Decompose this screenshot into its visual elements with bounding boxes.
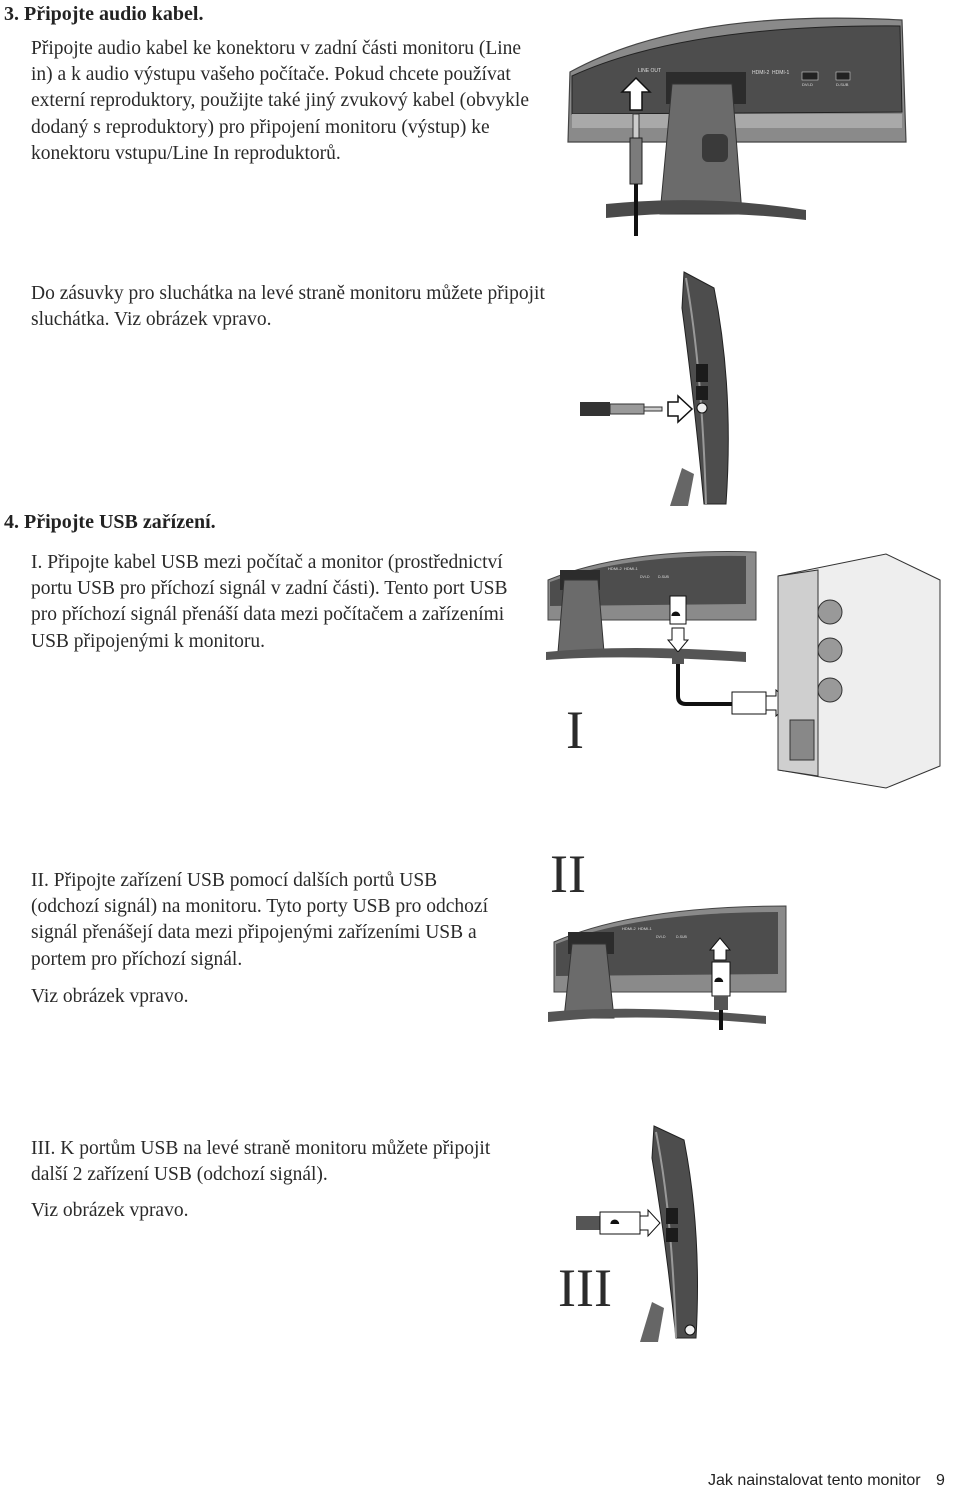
section-4-heading: 4. Připojte USB zařízení.	[4, 511, 216, 533]
section-3-heading: 3. Připojte audio kabel.	[4, 3, 204, 25]
port-label-hdmi1: HDMI-1	[624, 566, 638, 571]
audio-cable-rear-illustration	[566, 14, 934, 236]
port-label-hdmi1-b: HDMI-1	[638, 926, 652, 931]
usb-upstream-illustration	[546, 540, 946, 790]
usb-icon: ⯊	[610, 1217, 620, 1231]
port-label-dvi: DVI-D	[640, 575, 650, 579]
headphone-side-illustration	[574, 268, 742, 506]
page-number: 9	[936, 1472, 945, 1489]
port-label-dsub: D-SUB	[658, 575, 669, 579]
port-label-dvi-b: DVI-D	[656, 935, 666, 939]
hdmi1-label: HDMI-1	[772, 70, 790, 76]
headphone-instructions: Do zásuvky pro sluchátka na levé straně monitoru můžete připojit sluchátka. Viz obrázek vpravo.	[31, 283, 545, 331]
usb-side-illustration	[556, 1122, 728, 1344]
usb-step-2: II. Připojte zařízení USB pomocí dalších portů USB (odchozí signál) na monitoru. Tyto porty USB pro odchozí signál přenášejí data mezi připojenými zařízeními USB a portem pro příchozí signál.	[31, 870, 489, 970]
usb-step-2-see-figure: Viz obrázek vpravo.	[31, 986, 189, 1007]
port-label-hdmi2-b: HDMI-2	[622, 926, 636, 931]
port-label-hdmi2: HDMI-2	[608, 566, 622, 571]
usb-step-3-see-figure: Viz obrázek vpravo.	[31, 1200, 189, 1221]
step-label-III: III	[558, 1258, 612, 1318]
hdmi2-label: HDMI-2	[752, 70, 770, 76]
step-label-I: I	[566, 700, 584, 760]
audio-cable-instructions: Připojte audio kabel ke konektoru v zadní části monitoru (Line in) a k audio výstupu vašeho počítače. Pokud chcete používat externí reproduktory, použijte také jiný zvukový kabel (obvykle dodaný s reproduktory) pro připojení monitoru (výstup) ke konektoru vstupu/Line In reproduktorů.	[31, 38, 530, 164]
line-out-label: LINE OUT	[638, 68, 662, 74]
footer-title: Jak nainstalovat tento monitor	[708, 1472, 921, 1489]
port-label-dsub-b: D-SUB	[676, 935, 687, 939]
dvi-label: DVI-D	[802, 82, 813, 87]
dsub-label: D-SUB	[836, 82, 849, 87]
step-label-II: II	[550, 844, 586, 904]
headphone-plug-body	[580, 402, 610, 416]
usb-step-3: III. K portům USB na levé straně monitoru můžete připojit další 2 zařízení USB (odchozí signál).	[31, 1138, 491, 1186]
usb-downstream-rear-illustration	[546, 840, 836, 1030]
usb-icon: ⯊	[714, 975, 724, 989]
usb-icon: ⯊	[671, 609, 681, 623]
usb-step-1: I. Připojte kabel USB mezi počítač a monitor (prostřednictví portu USB pro příchozí signál v zadní části). Tento port USB pro příchozí signál přenáší data mezi počítačem a zařízeními USB připojenými k monitoru.	[31, 552, 508, 652]
arrow-right-icon	[668, 396, 692, 422]
